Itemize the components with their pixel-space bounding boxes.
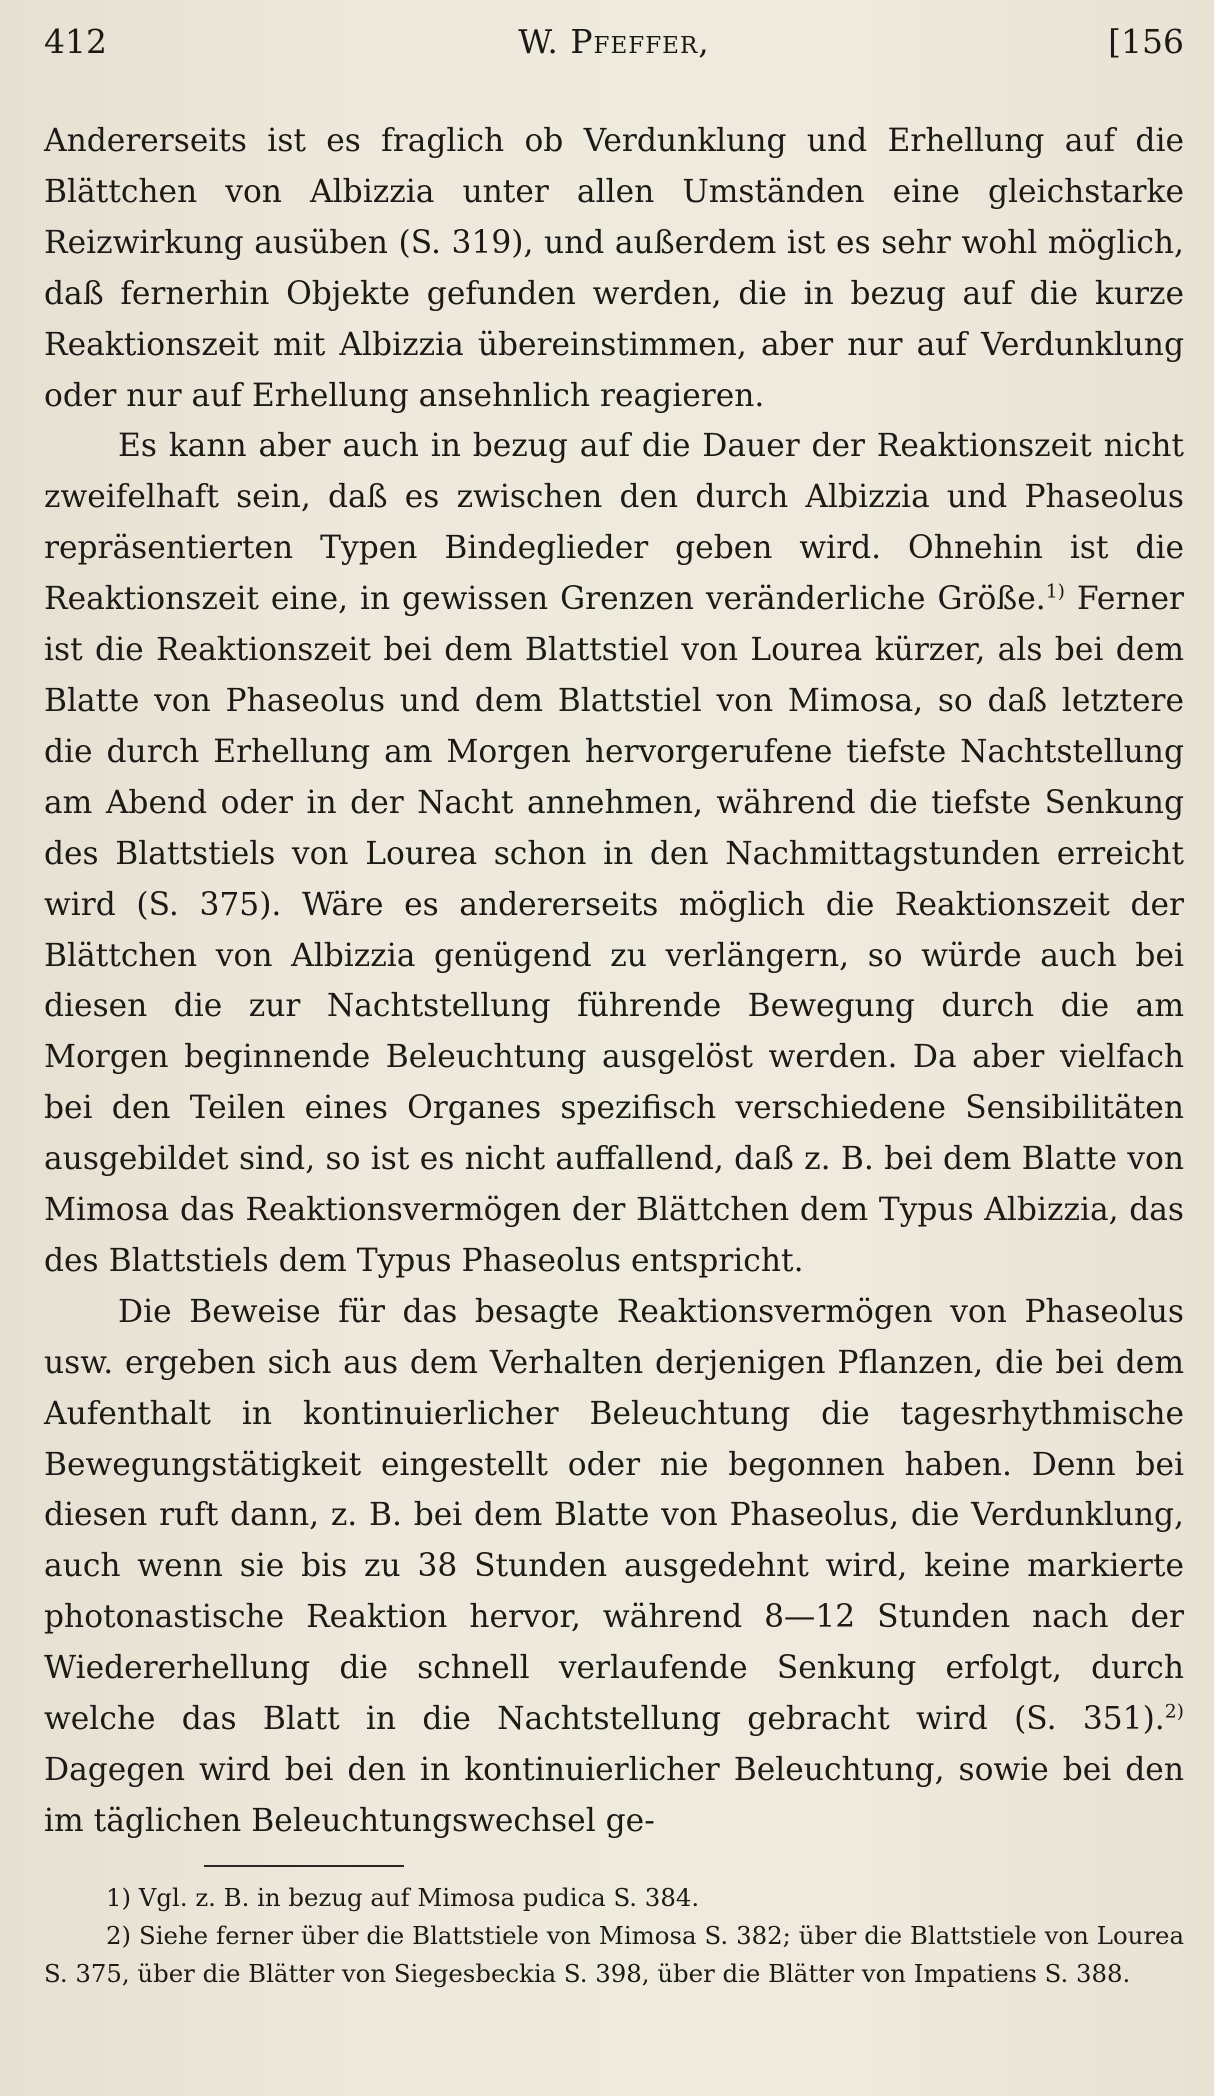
footnotes [44,1879,1184,1994]
paragraph-2-text-b: Ferner ist die Reaktionszeit bei dem Blattstiel von Lourea kürzer, als bei dem Blatte von Phaseolus und dem Blattstiel von Mimosa, so daß letztere die durch Erhellung am Morgen hervorgerufene tiefste Nachtstellung am Abend oder in der Nacht annehmen, während die tiefste Senkung des Blattstiels von Lourea schon in den Nachmittagstunden erreicht wird (S. 375). Wäre es andererseits möglich die Reaktionszeit der Blättchen von Albizzia genügend zu verlängern, so würde auch bei diesen die zur Nachtstellung führende Bewegung durch die am Morgen beginnende Beleuchtung ausgelöst werden. Da aber vielfach bei den Teilen eines Organes spezifisch verschiedene Sensibilitäten ausgebildet sind, so ist es nicht auffallend, daß z. B. bei dem Blatte von Mimosa das Reaktionsvermögen der Blättchen dem Typus Albizzia, das des Blattstiels dem Typus Phaseolus entspricht. [44,581,1185,1279]
footnote-ref-2: 2) [1164,1701,1184,1723]
page-number: 412 [44,22,107,61]
paragraph-3 [44,1287,1184,1847]
page-header [44,22,1184,78]
paragraph-1: Andererseits ist es fraglich ob Verdunklung und Erhellung auf die Blättchen von Albizzia unter allen Umständen eine gleichstarke Reizwirkung ausüben (S. 319), und außerdem ist es sehr wohl möglich, daß fernerhin Objekte gefunden werden, die in bezug auf die kurze Reaktionszeit mit Albizzia übereinstimmen, aber nur auf Verdunklung oder nur auf Erhellung ansehnlich reagieren. [44,123,1184,414]
paragraph-3-text-b: Dagegen wird bei den in kontinuierlicher Beleuchtung, sowie bei den im täglichen Beleuchtungswechsel ge- [44,1752,1184,1839]
running-title: W. Pfeffer, [518,22,710,61]
footnote-ref-1: 1) [1045,581,1065,603]
footnote-divider [204,1865,404,1867]
footnote-1: 1) Vgl. z. B. in bezug auf Mimosa pudica S. 384. [106,1882,700,1912]
footnote-2: 2) Siehe ferner über die Blattstiele von Mimosa S. 382; über die Blattstiele von Lourea S. 375, über die Blätter von Siegesbeckia S. 398, über die Blätter von Impatiens S. 388. [44,1921,1184,1989]
original-page-number: [156 [1108,22,1184,61]
paragraph-2 [44,421,1184,1286]
paragraph-2-text-a: Es kann aber auch in bezug auf die Dauer der Reaktionszeit nicht zweifelhaft sein, daß es zwischen den durch Albizzia und Phaseolus repräsentierten Typen Bindeglieder geben wird. Ohnehin ist die Reaktionszeit eine, in gewissen Grenzen veränderliche Größe. [44,428,1184,618]
paragraph-3-text-a: Die Beweise für das besagte Reaktionsvermögen von Phaseolus usw. ergeben sich aus dem Verhalten derjenigen Pflanzen, die bei dem Aufenthalt in kontinuierlicher Beleuchtung die tagesrhythmische Bewegungstätigkeit eingestellt oder nie begonnen haben. Denn bei diesen ruft dann, z. B. bei dem Blatte von Phaseolus, die Verdunklung, auch wenn sie bis zu 38 Stunden ausgedehnt wird, keine markierte photonastische Reaktion hervor, während 8—12 Stunden nach der Wiedererhellung die schnell verlaufende Senkung erfolgt, durch welche das Blatt in die Nachtstellung gebracht wird (S. 351). [44,1293,1184,1738]
body-text [44,116,1184,1847]
